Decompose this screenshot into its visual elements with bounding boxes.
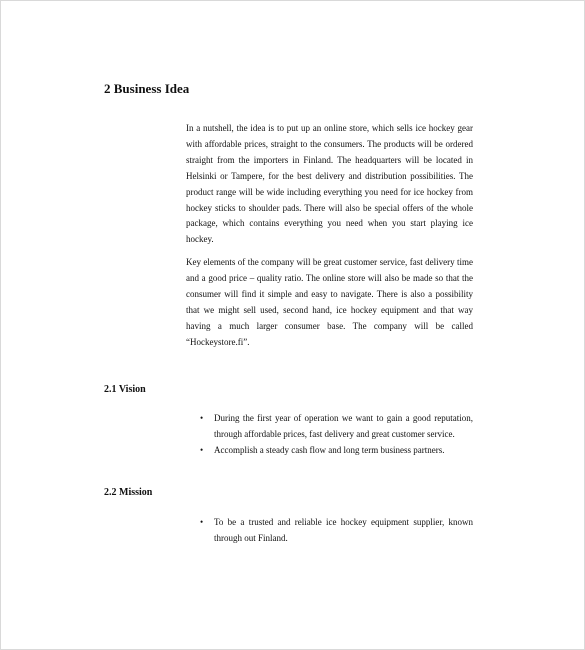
bullet-icon: • xyxy=(200,413,204,423)
vision-title: 2.1 Vision xyxy=(104,384,146,395)
mission-list xyxy=(200,514,473,546)
list-item xyxy=(200,442,473,458)
section-title: 2 Business Idea xyxy=(104,81,190,96)
mission-item-text: To be a trusted and reliable ice hockey equipment supplier, known through out Finland. xyxy=(214,517,473,543)
vision-item-text: Accomplish a steady cash flow and long term business partners. xyxy=(214,445,445,455)
list-item xyxy=(200,410,473,442)
paragraph-business-idea: In a nutshell, the idea is to put up an online store, which sells ice hockey gear with affordable prices, straight to the consumers. The products will be ordered straight from the importers in Finland. The headquarters will be located in Helsinki or Tampere, for the best delivery and distribution possibilities. The product range will be wide including everything you need for ice hockey from hockey sticks to shoulder pads. There will also be special offers of the whole package, which contains everything you need when you start playing ice hockey. xyxy=(186,123,473,245)
list-item xyxy=(200,514,473,546)
vision-item-text: During the first year of operation we want to gain a good reputation, through affordable prices, fast delivery and great customer service. xyxy=(214,413,473,439)
bullet-icon: • xyxy=(200,517,204,527)
vision-list xyxy=(200,410,473,458)
bullet-icon: • xyxy=(200,445,204,455)
paragraph-key-elements: Key elements of the company will be great customer service, fast delivery time and a good price – quality ratio. The online store will also be made so that the consumer will find it simple and easy to navigate. There is also a possibility that we might sell used, second hand, ice hockey equipment and that way having a much larger consumer base. The company will be called “Hockeystore.fi”. xyxy=(186,257,473,347)
mission-title: 2.2 Mission xyxy=(104,487,153,498)
